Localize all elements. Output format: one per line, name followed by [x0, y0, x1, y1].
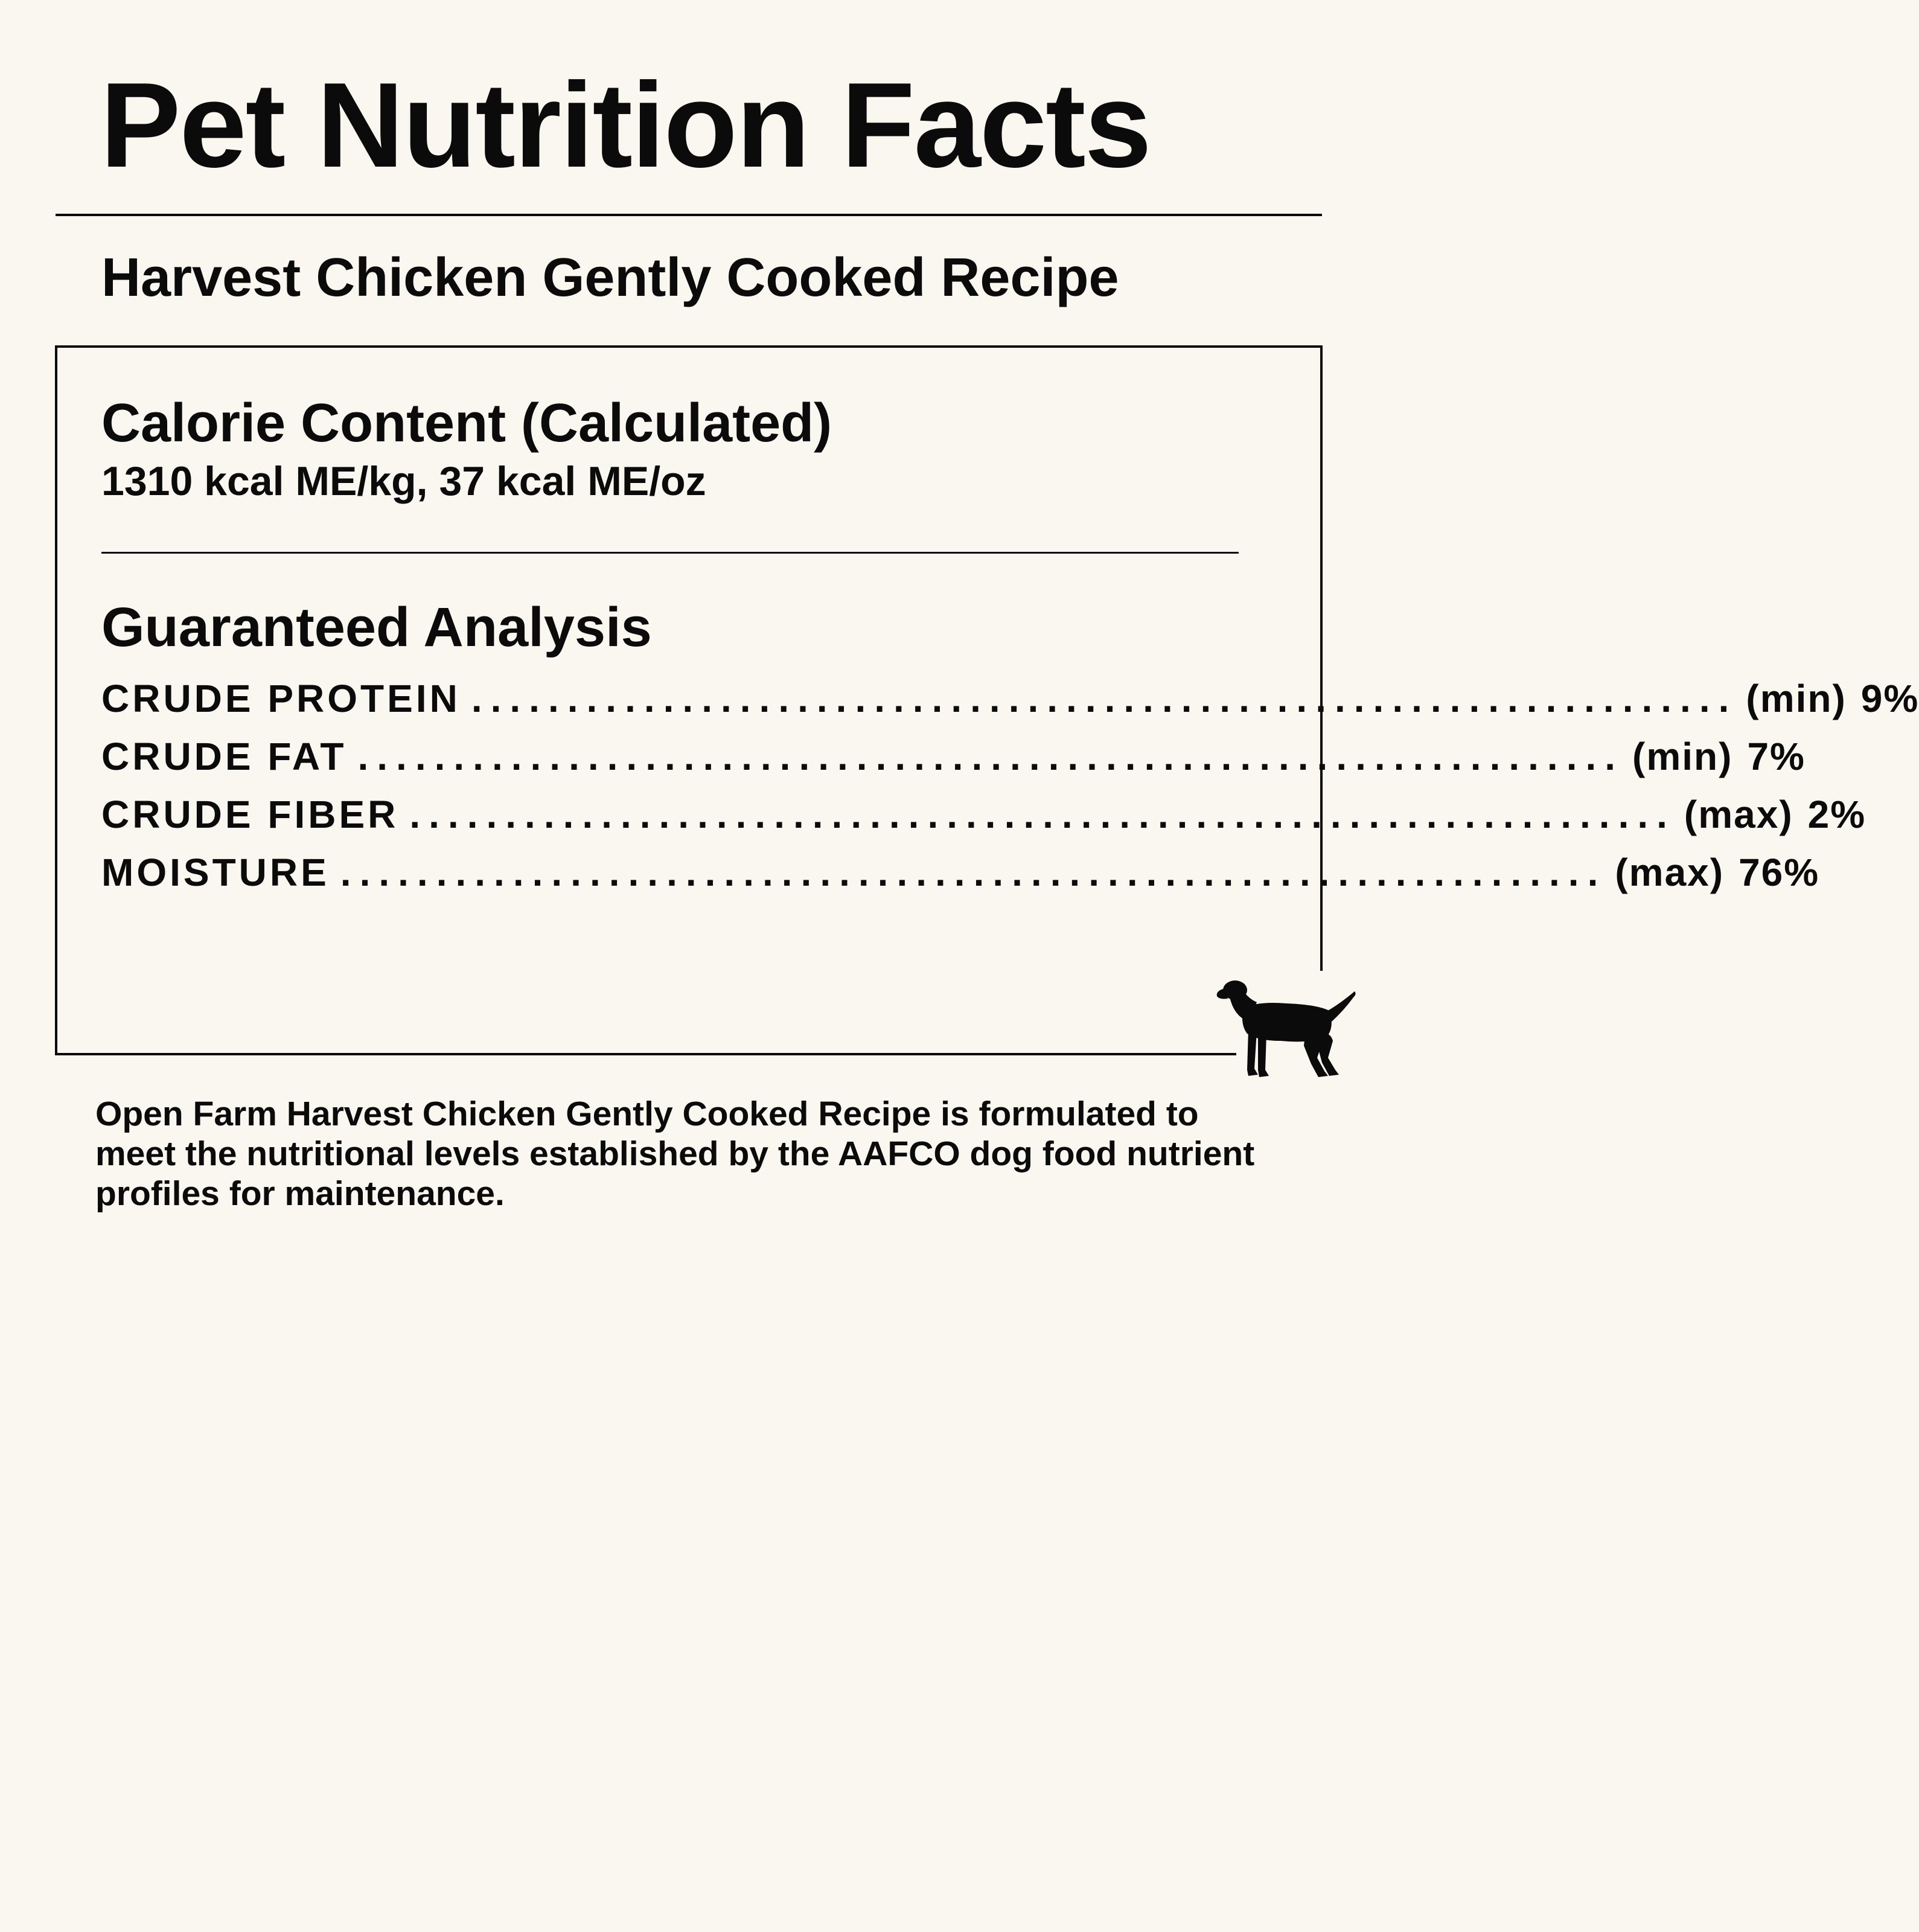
- title-divider: [56, 214, 1322, 216]
- nutrient-qualifier: (min): [1746, 677, 1847, 720]
- calorie-content-value: 1310 kcal ME/kg, 37 kcal ME/oz: [101, 458, 706, 504]
- calorie-content-heading: Calorie Content (Calculated): [101, 393, 832, 453]
- page-title: Pet Nutrition Facts: [100, 58, 1151, 193]
- aafco-statement: Open Farm Harvest Chicken Gently Cooked Recipe is formulated to meet the nutritional levels established by the AAFCO dog food nutrient profiles for maintenance.: [95, 1095, 1255, 1213]
- analysis-row-crude-fat: [101, 735, 1806, 795]
- nutrient-value: 9%: [1860, 677, 1919, 720]
- dot-leader: ..................................................................: [340, 851, 1607, 894]
- nutrient-qualifier: (max): [1615, 851, 1725, 894]
- product-name: Harvest Chicken Gently Cooked Recipe: [101, 248, 1119, 308]
- nutrient-value: 2%: [1807, 793, 1866, 836]
- dot-leader: ..................................................................: [471, 677, 1738, 720]
- analysis-row-crude-fiber: [101, 793, 1866, 853]
- nutrient-name: CRUDE PROTEIN: [101, 677, 461, 720]
- guaranteed-analysis-list: [101, 677, 1919, 911]
- nutrient-value: 76%: [1739, 851, 1820, 894]
- analysis-row-moisture: [101, 851, 1820, 911]
- nutrient-qualifier: (min): [1632, 735, 1733, 778]
- nutrient-value: 7%: [1747, 735, 1806, 778]
- nutrient-qualifier: (max): [1684, 793, 1793, 836]
- nutrient-name: CRUDE FIBER: [101, 793, 399, 836]
- dog-silhouette-icon: [1215, 973, 1357, 1082]
- nutrient-name: CRUDE FAT: [101, 735, 347, 778]
- section-divider: [101, 552, 1239, 554]
- analysis-row-crude-protein: [101, 677, 1919, 737]
- dot-leader: ..................................................................: [409, 793, 1676, 836]
- nutrient-name: MOISTURE: [101, 851, 330, 894]
- guaranteed-analysis-heading: Guaranteed Analysis: [101, 597, 652, 658]
- dot-leader: ..................................................................: [357, 735, 1624, 778]
